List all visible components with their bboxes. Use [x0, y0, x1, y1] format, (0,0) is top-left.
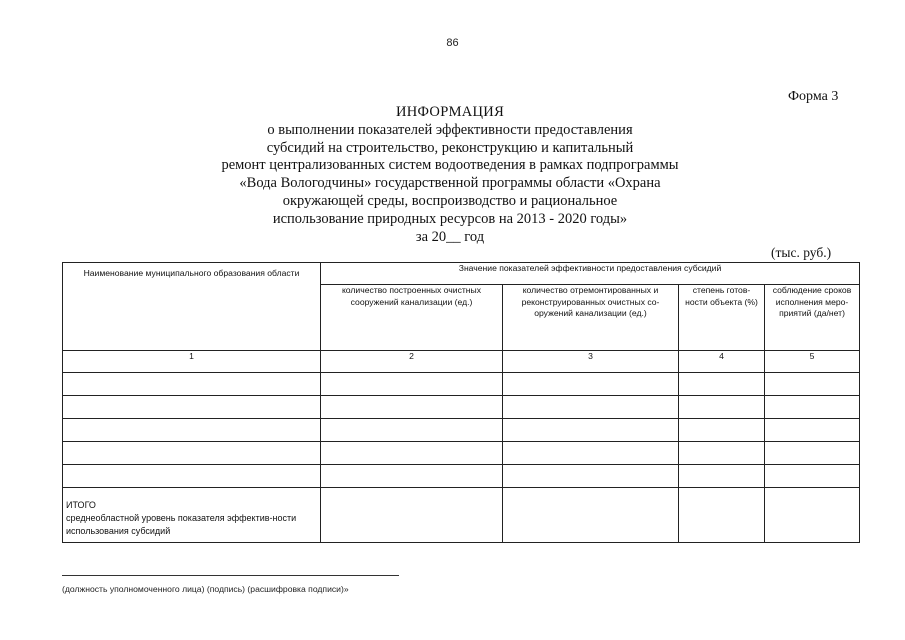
table-cell: [321, 488, 503, 543]
table-cell: [63, 396, 321, 419]
title-line: окружающей среды, воспроизводство и рациональное: [282, 192, 618, 209]
column-number: 3: [503, 351, 679, 373]
group-header-indicators: Значение показателей эффективности предоставления субсидий: [321, 263, 860, 285]
table-cell: [503, 465, 679, 488]
table-cell: [765, 419, 860, 442]
units-label: (тыс. руб.): [771, 245, 832, 260]
total-row: [63, 488, 860, 543]
table-cell: [321, 373, 503, 396]
form-label: Форма 3: [788, 89, 839, 104]
col-header-repaired-facilities: количество отремонтированных и реконструированных очистных со-оружений канализации (ед.): [503, 285, 679, 351]
title-line: ремонт централизованных систем водоотведения в рамках подпрограммы: [221, 157, 679, 174]
table-cell: [765, 442, 860, 465]
title-line: субсидий на строительство, реконструкцию и капитальный: [266, 139, 634, 156]
table-cell: [765, 373, 860, 396]
table-cell: [679, 465, 765, 488]
page-number: 86: [446, 37, 459, 49]
table-cell: [321, 442, 503, 465]
table-row: [63, 373, 860, 396]
table-row: [63, 419, 860, 442]
table-cell: [765, 488, 860, 543]
title-line: «Вода Вологодчины» государственной программы области «Охрана: [239, 175, 661, 192]
table-cell: [321, 419, 503, 442]
table-cell: [63, 373, 321, 396]
table-cell: [679, 442, 765, 465]
table-cell: [765, 465, 860, 488]
total-label: ИТОГО: [66, 500, 96, 510]
col-header-readiness-degree: степень готов-ности объекта (%): [679, 285, 765, 351]
total-sublabel: среднеобластной уровень показателя эффектив-ности использования субсидий: [66, 513, 297, 536]
table-header-row: [63, 263, 860, 285]
report-table: [62, 262, 860, 543]
table-cell: [63, 419, 321, 442]
table-cell: [503, 419, 679, 442]
table-cell: [321, 465, 503, 488]
table-cell: [765, 396, 860, 419]
title-period: за 20__ год: [415, 228, 485, 245]
signature-caption: (должность уполномоченного лица) (подпись) (расшифровка подписи)»: [62, 584, 349, 594]
column-number: 4: [679, 351, 765, 373]
table-cell: [503, 396, 679, 419]
title-line: о выполнении показателей эффективности предоставления: [267, 121, 633, 138]
table-row: [63, 465, 860, 488]
table-row: [63, 442, 860, 465]
title-heading: ИНФОРМАЦИЯ: [395, 104, 505, 120]
column-number: 1: [63, 351, 321, 373]
table-cell: [679, 396, 765, 419]
table-row: [63, 396, 860, 419]
table-cell: [679, 419, 765, 442]
col-header-municipality: Наименование муниципального образования области: [63, 263, 321, 351]
column-number: 2: [321, 351, 503, 373]
column-number: 5: [765, 351, 860, 373]
table-cell: [321, 396, 503, 419]
title-line: использование природных ресурсов на 2013 - 2020 годы»: [272, 210, 628, 227]
col-header-deadline-compliance: соблюдение сроков исполнения меро-приятий (да/нет): [765, 285, 860, 351]
table-cell: [503, 442, 679, 465]
table-cell: [63, 442, 321, 465]
table-cell: [679, 373, 765, 396]
signature-line: [62, 575, 399, 576]
total-label-cell: [63, 488, 321, 543]
table-cell: [63, 465, 321, 488]
table-cell: [679, 488, 765, 543]
column-number-row: [63, 351, 860, 373]
col-header-built-facilities: количество построенных очистных сооружений канализации (ед.): [321, 285, 503, 351]
document-title: [160, 104, 740, 246]
table-cell: [503, 373, 679, 396]
table-cell: [503, 488, 679, 543]
